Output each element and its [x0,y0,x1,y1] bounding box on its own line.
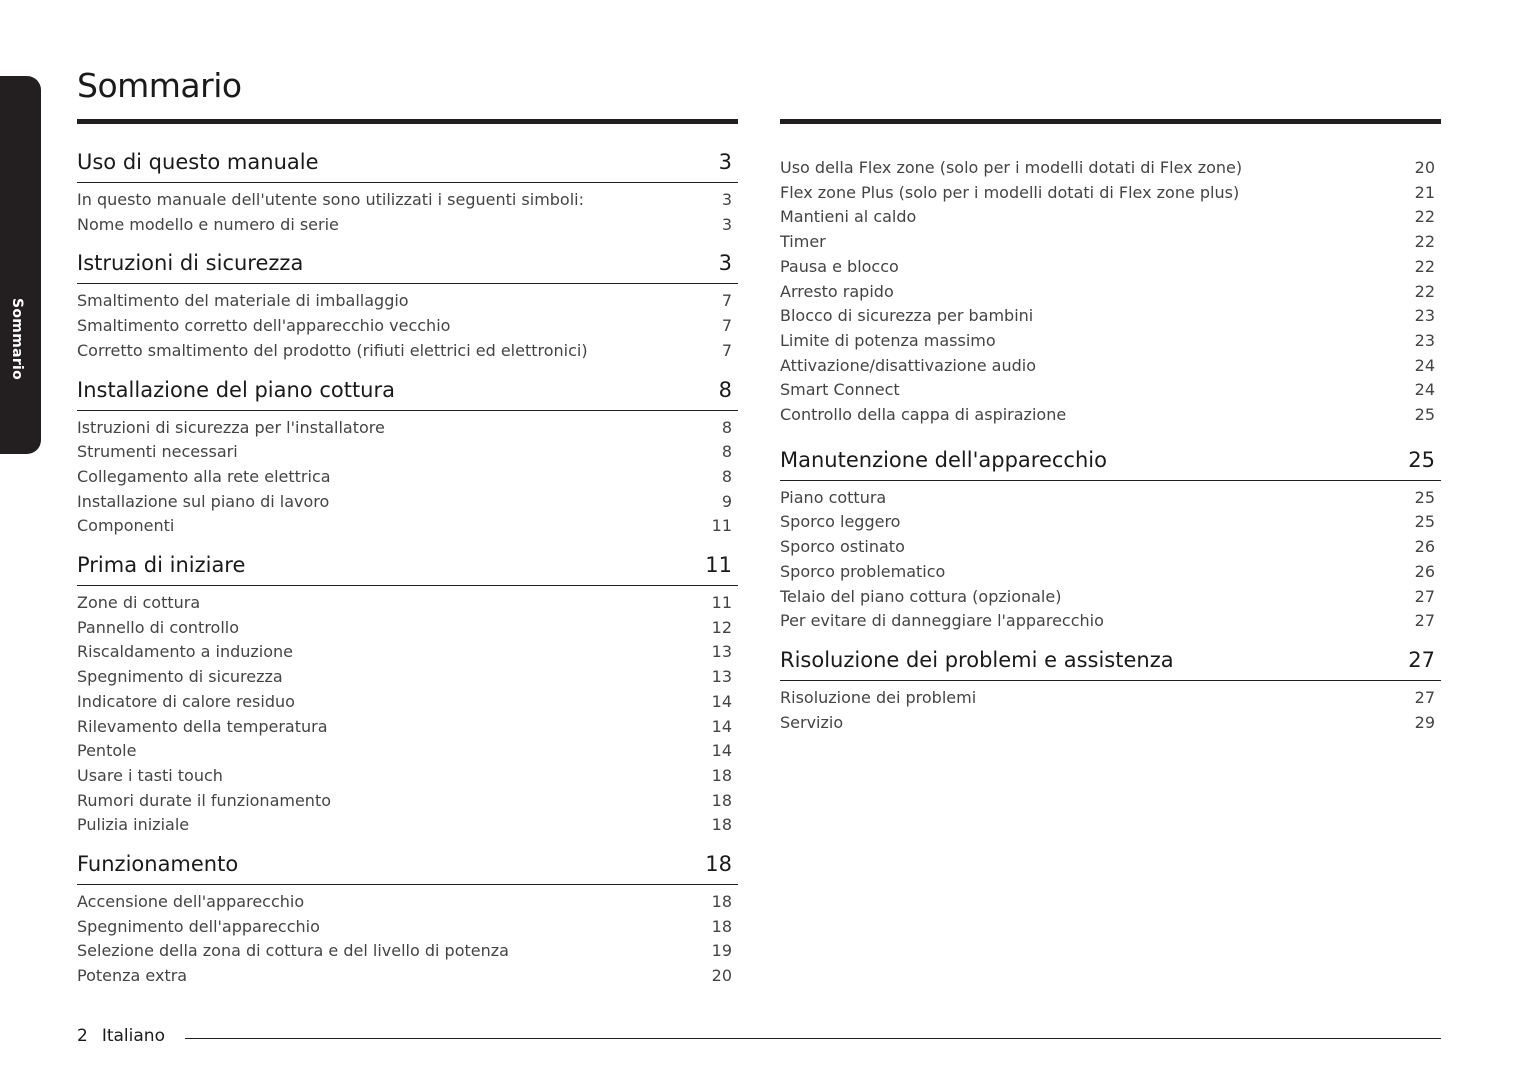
toc-entry-page: 25 [1414,405,1435,425]
toc-entry-title: Pentole [77,741,137,761]
toc-entry[interactable] [77,416,738,441]
toc-entry[interactable] [77,964,738,989]
toc-entry-title: Pannello di controllo [77,617,240,637]
toc-entry-title: Potenza extra [77,966,188,986]
toc-entry-page: 24 [1414,355,1435,375]
toc-section-items [780,686,1441,735]
toc-entry[interactable] [77,764,738,789]
toc-section-items [77,416,738,540]
toc-section-title: Uso di questo manuale [77,150,319,174]
toc-entry-title: Timer [780,232,826,252]
toc-entry-title: Collegamento alla rete elettrica [77,466,331,486]
toc-section-page: 3 [718,150,732,174]
toc-entry-title: Attivazione/disattivazione audio [780,355,1036,375]
toc-continued-items [780,156,1441,428]
toc-entry-title: Strumenti necessari [77,442,238,462]
toc-section-page: 25 [1408,447,1435,472]
top-rule-right [780,119,1441,124]
toc-entry-page: 7 [721,291,732,311]
side-tab [0,76,41,454]
page-title: Sommario [77,66,242,105]
toc-entry-page: 25 [1414,512,1435,532]
toc-entry-title: Smart Connect [780,380,900,400]
toc-section-heading[interactable] [77,850,738,885]
toc-entry[interactable] [780,255,1441,280]
toc-entry[interactable] [780,181,1441,206]
toc-entry[interactable] [780,585,1441,610]
toc-entry-page: 21 [1414,182,1435,202]
toc-entry[interactable] [77,213,738,238]
toc-entry-title: Uso della Flex zone (solo per i modelli dotati di Flex zone) [780,158,1243,177]
toc-entry-page: 9 [721,491,732,511]
footer-language: Italiano [101,1026,165,1046]
toc-entry-title: Componenti [77,516,175,536]
toc-entry-title: Blocco di sicurezza per bambini [780,306,1034,326]
toc-section-title: Funzionamento [77,852,239,877]
toc-entry-page: 11 [711,593,732,613]
toc-section-page: 27 [1408,647,1435,672]
toc-entry-title: Servizio [780,712,844,732]
toc-entry[interactable] [77,665,738,690]
toc-section-title: Installazione del piano cottura [77,377,395,402]
page-footer [77,1026,165,1046]
toc-entry[interactable] [780,486,1441,511]
toc-entry-page: 23 [1414,306,1435,326]
toc-entry[interactable] [77,813,738,838]
toc-section-heading[interactable] [780,646,1441,681]
toc-entry-title: Sporco ostinato [780,537,905,557]
toc-entry[interactable] [780,280,1441,305]
toc-entry-page: 14 [711,716,732,736]
toc-entry-page: 26 [1414,537,1435,557]
toc-entry[interactable] [780,230,1441,255]
toc-section [77,249,738,363]
toc-entry-title: Mantieni al caldo [780,207,917,227]
toc-entry-title: Spegnimento dell'apparecchio [77,916,320,936]
toc-entry-title: Flex zone Plus (solo per i modelli dotati di Flex zone plus) [780,182,1240,202]
toc-section [77,148,738,237]
toc-entry[interactable] [780,354,1441,379]
toc-entry-page: 18 [711,916,732,936]
toc-entry-page: 18 [711,790,732,810]
toc-entry[interactable] [780,156,1441,181]
toc-entry-title: Telaio del piano cottura (opzionale) [780,586,1062,606]
toc-entry-page: 11 [711,516,732,536]
toc-entry-title: Riscaldamento a induzione [77,642,294,662]
toc-entry-title: Corretto smaltimento del prodotto (rifiuti elettrici ed elettronici) [77,340,588,360]
toc-entry-title: Rumori durate il funzionamento [77,790,332,810]
toc-entry-title: Smaltimento corretto dell'apparecchio vecchio [77,316,451,336]
toc-section-heading[interactable] [77,249,738,284]
toc-entry-page: 22 [1414,281,1435,301]
toc-section-page: 8 [718,377,732,402]
toc-entry-page: 22 [1414,232,1435,252]
toc-entry-page: 8 [721,417,732,437]
toc-entry-page: 26 [1414,561,1435,581]
toc-section-items [77,591,738,838]
toc-entry[interactable] [77,289,738,314]
toc-entry-title: Installazione sul piano di lavoro [77,491,330,511]
toc-entry-page: 29 [1414,712,1435,732]
toc-entry-page: 7 [721,316,732,336]
toc-entry[interactable] [780,560,1441,585]
toc-entry-title: Controllo della cappa di aspirazione [780,405,1067,425]
toc-entry-page: 13 [711,667,732,687]
toc-entry-title: Piano cottura [780,487,887,507]
toc-section-heading[interactable] [780,446,1441,481]
toc-entry-title: Rilevamento della temperatura [77,716,328,736]
toc-entry-page: 27 [1414,611,1435,631]
toc-entry-title: Sporco leggero [780,512,901,532]
top-rule-left [77,119,738,124]
toc-entry-title: In questo manuale dell'utente sono utilizzati i seguenti simboli: [77,190,584,209]
toc-entry[interactable] [77,339,738,364]
toc-entry-page: 3 [721,190,732,209]
toc-entry[interactable] [780,205,1441,230]
toc-entry[interactable] [780,535,1441,560]
toc-section-title: Risoluzione dei problemi e assistenza [780,647,1174,672]
toc-entry-title: Risoluzione dei problemi [780,687,977,707]
toc-entry[interactable] [77,616,738,641]
toc-section-items [780,486,1441,634]
toc-entry-page: 23 [1414,330,1435,350]
toc-section-items [77,289,738,363]
toc-entry-title: Istruzioni di sicurezza per l'installatore [77,417,385,437]
toc-entry-page: 27 [1414,687,1435,707]
toc-entry[interactable] [780,329,1441,354]
toc-entry[interactable] [77,915,738,940]
toc-section-page: 3 [718,251,732,276]
toc-entry-page: 13 [711,642,732,662]
toc-entry-title: Per evitare di danneggiare l'apparecchio [780,611,1104,631]
toc-section-title: Manutenzione dell'apparecchio [780,447,1107,472]
toc-section-title: Prima di iniziare [77,553,246,578]
toc-entry[interactable] [77,715,738,740]
toc-entry-title: Indicatore di calore residuo [77,691,295,711]
toc-entry-title: Spegnimento di sicurezza [77,667,283,687]
toc-entry[interactable] [77,640,738,665]
toc-column-right [780,156,1441,747]
toc-right-sections [780,446,1441,736]
toc-entry-title: Usare i tasti touch [77,765,223,785]
toc-entry-title: Limite di potenza massimo [780,330,996,350]
toc-entry-title: Arresto rapido [780,281,894,301]
toc-section-page: 18 [705,852,732,877]
toc-entry-title: Sporco problematico [780,561,946,581]
toc-entry-title: Selezione della zona di cottura e del livello di potenza [77,941,509,961]
toc-entry-page: 20 [711,966,732,986]
toc-entry-page: 8 [721,466,732,486]
toc-entry[interactable] [77,939,738,964]
toc-section [77,376,738,540]
toc-entry[interactable] [77,188,738,213]
toc-entry[interactable] [77,465,738,490]
toc-column-left [77,148,738,1001]
toc-section-items [77,890,738,989]
toc-section-heading[interactable] [77,551,738,586]
footer-rule [185,1038,1441,1039]
side-tab-label: Sommario [9,298,25,381]
toc-entry-page: 22 [1414,256,1435,276]
toc-entry[interactable] [780,510,1441,535]
toc-entry-title: Pausa e blocco [780,256,899,276]
toc-entry-page: 20 [1414,158,1435,177]
page-number: 2 [77,1026,88,1046]
toc-entry-title: Pulizia iniziale [77,815,190,835]
toc-section [780,446,1441,634]
toc-entry-page: 18 [711,765,732,785]
toc-entry[interactable] [780,686,1441,711]
toc-entry[interactable] [77,440,738,465]
toc-entry[interactable] [77,591,738,616]
toc-entry-page: 3 [721,214,732,234]
toc-entry-page: 25 [1414,487,1435,507]
toc-entry-page: 19 [711,941,732,961]
toc-section [780,646,1441,735]
toc-entry[interactable] [77,690,738,715]
toc-entry-page: 18 [711,815,732,835]
toc-entry-page: 12 [711,617,732,637]
toc-entry[interactable] [780,378,1441,403]
toc-entry-page: 22 [1414,207,1435,227]
toc-entry[interactable] [77,314,738,339]
toc-entry-page: 8 [721,442,732,462]
toc-entry[interactable] [77,739,738,764]
toc-entry[interactable] [77,514,738,539]
toc-entry-title: Nome modello e numero di serie [77,214,339,234]
toc-section-heading[interactable] [77,376,738,411]
toc-section [77,850,738,989]
toc-section-heading[interactable] [77,148,738,183]
toc-entry[interactable] [780,403,1441,428]
toc-entry[interactable] [77,890,738,915]
toc-entry-page: 18 [711,892,732,912]
toc-section-page: 11 [705,553,732,578]
toc-entry-page: 14 [711,691,732,711]
toc-entry[interactable] [780,711,1441,736]
toc-entry[interactable] [780,304,1441,329]
toc-entry-title: Zone di cottura [77,593,201,613]
toc-entry[interactable] [77,490,738,515]
toc-section-title: Istruzioni di sicurezza [77,251,304,276]
toc-entry-title: Smaltimento del materiale di imballaggio [77,291,409,311]
toc-entry-title: Accensione dell'apparecchio [77,892,305,912]
toc-entry[interactable] [77,789,738,814]
toc-entry[interactable] [780,609,1441,634]
toc-section-items [77,188,738,237]
toc-section [77,551,738,838]
toc-entry-page: 27 [1414,586,1435,606]
toc-entry-page: 7 [721,340,732,360]
toc-entry-page: 14 [711,741,732,761]
toc-entry-page: 24 [1414,380,1435,400]
